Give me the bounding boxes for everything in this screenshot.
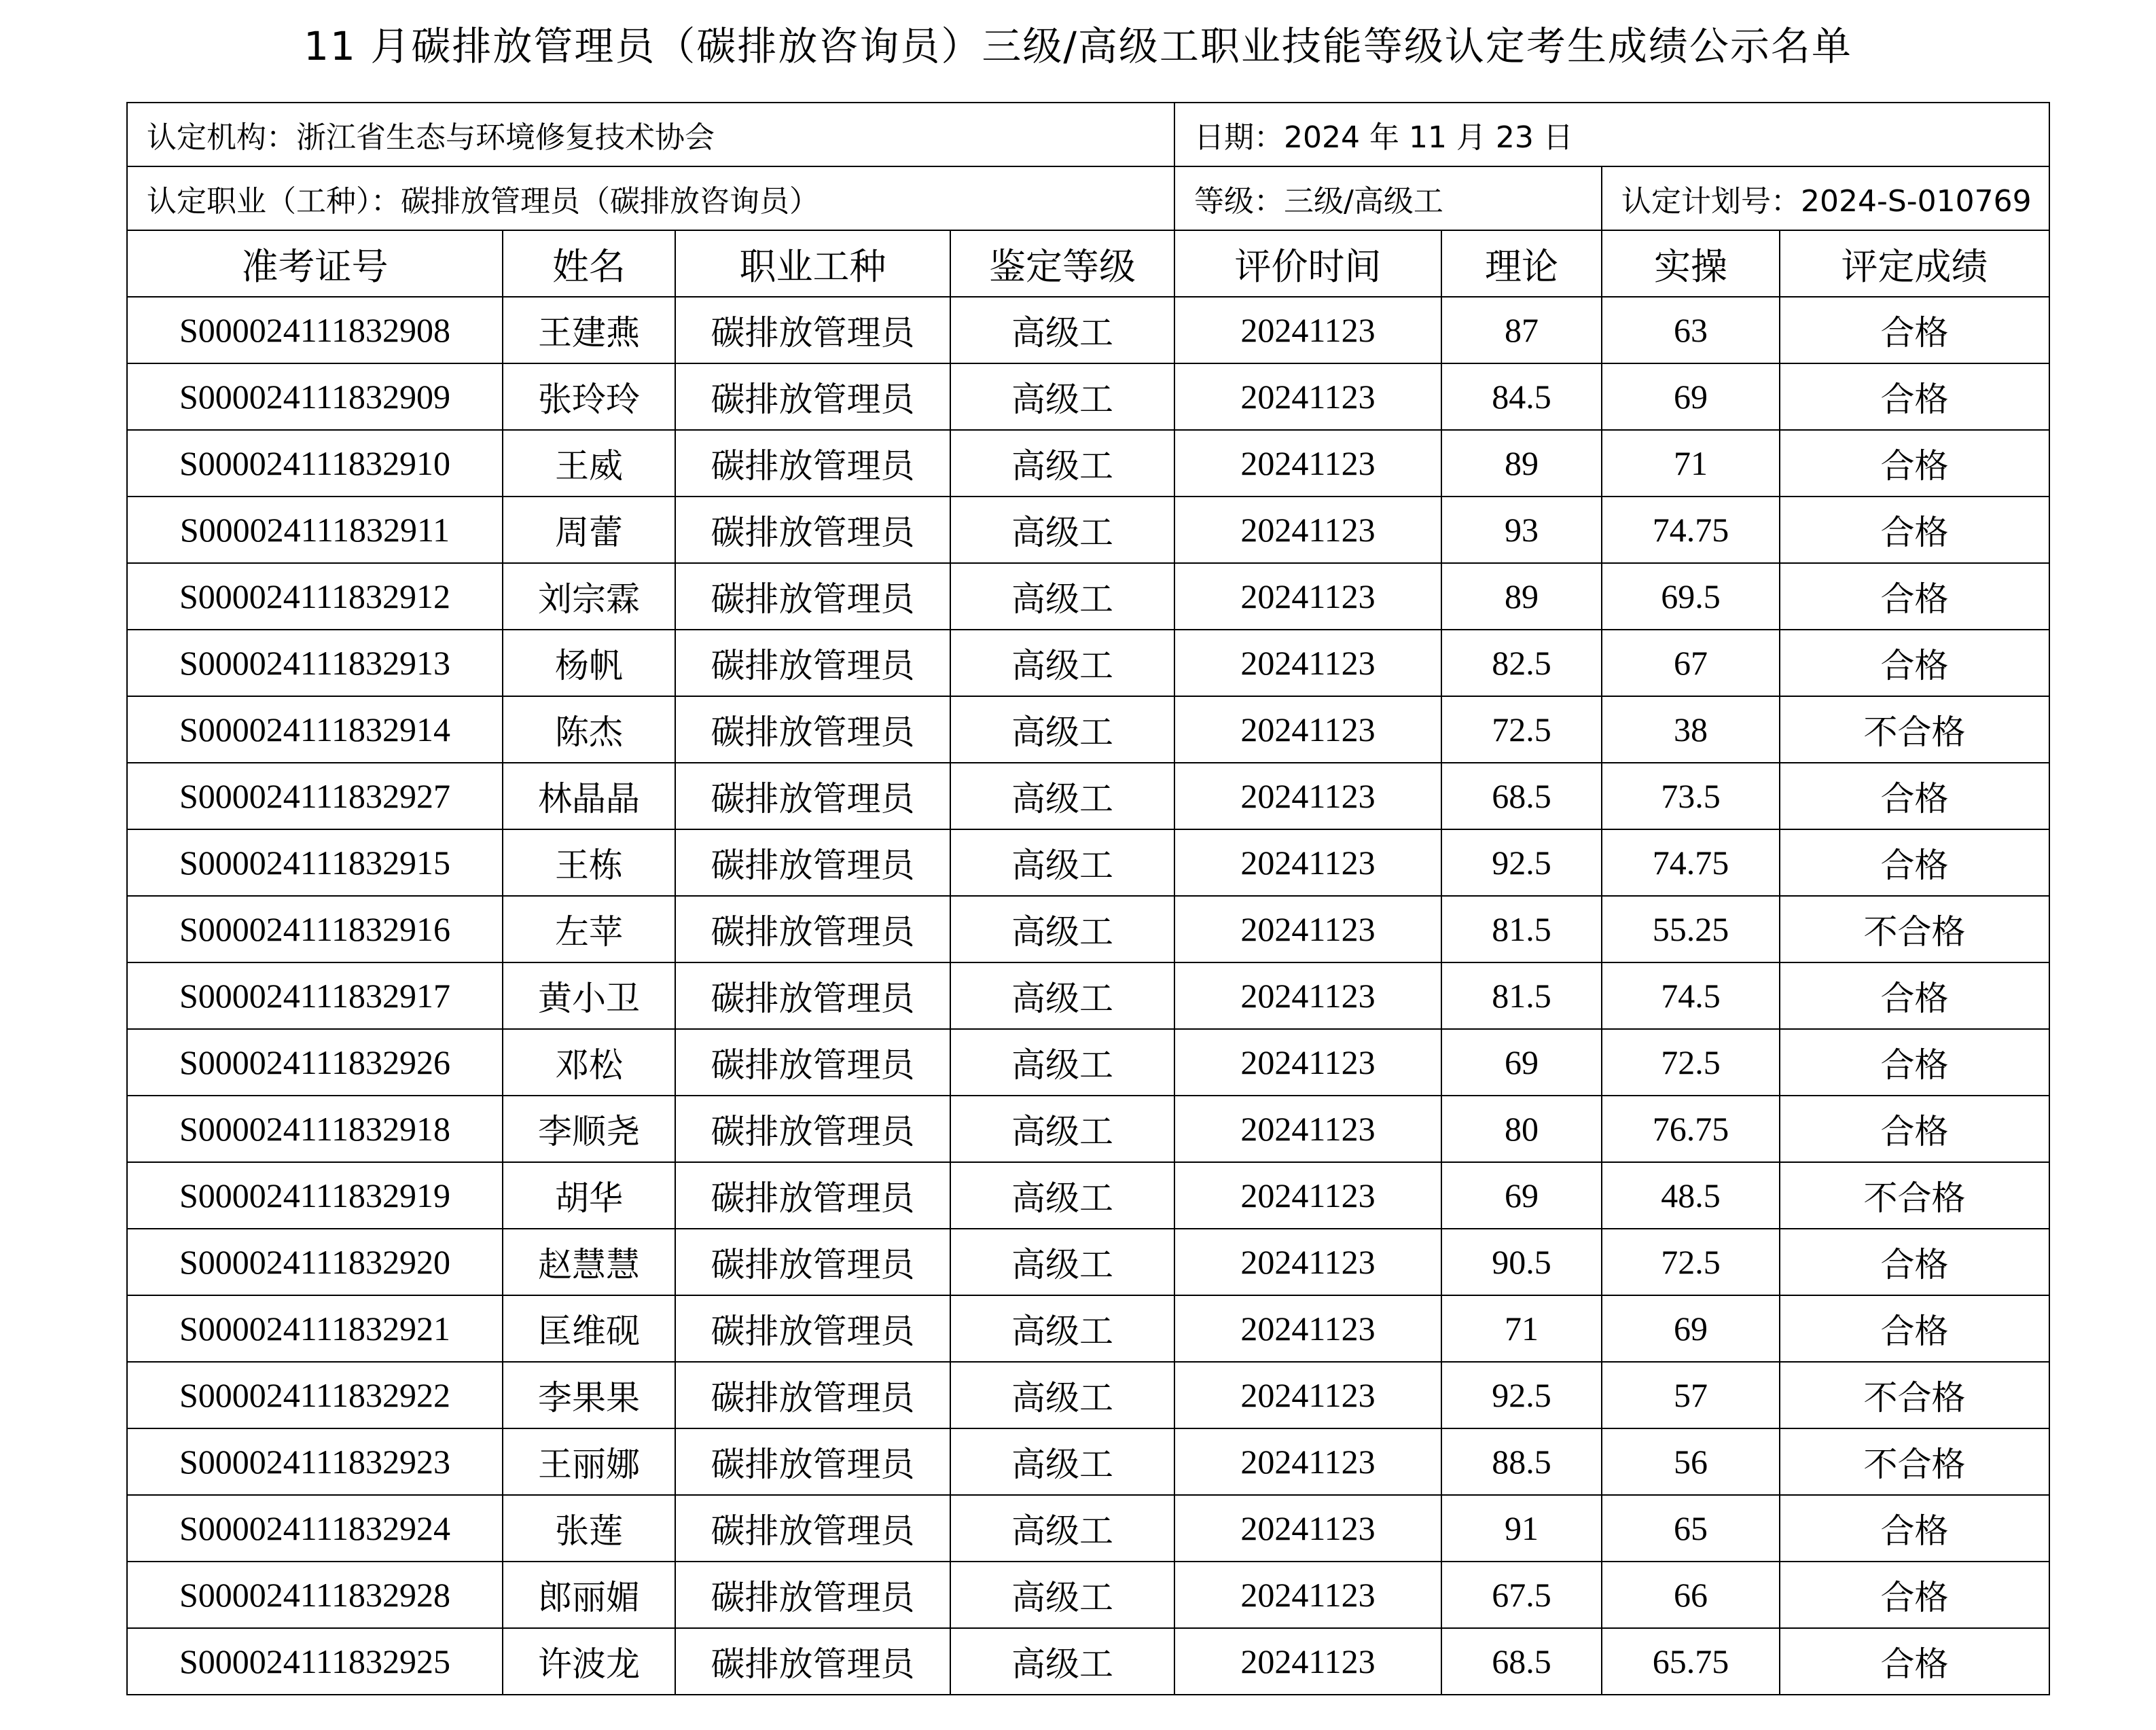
table-row	[127, 829, 2049, 896]
cell-level: 高级工	[950, 430, 1174, 497]
cell-name: 黄小卫	[503, 962, 675, 1029]
table-row	[127, 1495, 2049, 1562]
cell-occupation: 碳排放管理员	[675, 1362, 950, 1428]
cell-level: 高级工	[950, 1562, 1174, 1628]
cell-level: 高级工	[950, 363, 1174, 430]
cell-exam-id: S000024111832917	[127, 962, 503, 1029]
cell-eval-date: 20241123	[1174, 1428, 1441, 1495]
cell-exam-id: S000024111832913	[127, 630, 503, 696]
info-row-occupation	[127, 166, 2049, 230]
cell-practical: 67	[1602, 630, 1780, 696]
cell-exam-id: S000024111832918	[127, 1096, 503, 1162]
table-row	[127, 497, 2049, 563]
cell-eval-date: 20241123	[1174, 1096, 1441, 1162]
cell-name: 林晶晶	[503, 763, 675, 829]
cell-occupation: 碳排放管理员	[675, 696, 950, 763]
cell-result: 不合格	[1780, 896, 2049, 962]
cell-exam-id: S000024111832926	[127, 1029, 503, 1096]
cell-practical: 65.75	[1602, 1628, 1780, 1695]
cell-result: 合格	[1780, 962, 2049, 1029]
cell-result: 不合格	[1780, 1362, 2049, 1428]
cell-name: 左苹	[503, 896, 675, 962]
cell-level: 高级工	[950, 763, 1174, 829]
cell-eval-date: 20241123	[1174, 1162, 1441, 1229]
cell-result: 合格	[1780, 1229, 2049, 1295]
cell-level: 高级工	[950, 630, 1174, 696]
certification-plan-number: 认定计划号：2024-S-010769	[1602, 166, 2049, 230]
cell-level: 高级工	[950, 563, 1174, 630]
cell-exam-id: S000024111832908	[127, 297, 503, 363]
cell-theory: 69	[1441, 1029, 1602, 1096]
cell-name: 刘宗霖	[503, 563, 675, 630]
cell-eval-date: 20241123	[1174, 1295, 1441, 1362]
cell-exam-id: S000024111832928	[127, 1562, 503, 1628]
cell-exam-id: S000024111832925	[127, 1628, 503, 1695]
cell-eval-date: 20241123	[1174, 1628, 1441, 1695]
cell-exam-id: S000024111832920	[127, 1229, 503, 1295]
cell-level: 高级工	[950, 1229, 1174, 1295]
cell-name: 王栋	[503, 829, 675, 896]
cell-theory: 68.5	[1441, 763, 1602, 829]
document-title: 11 月碳排放管理员（碳排放咨询员）三级/高级工职业技能等级认定考生成绩公示名单	[304, 23, 1852, 69]
column-header-practical: 实操	[1602, 230, 1780, 297]
cell-exam-id: S000024111832919	[127, 1162, 503, 1229]
cell-eval-date: 20241123	[1174, 563, 1441, 630]
cell-practical: 74.75	[1602, 829, 1780, 896]
cell-name: 许波龙	[503, 1628, 675, 1695]
cell-occupation: 碳排放管理员	[675, 563, 950, 630]
column-header-theory: 理论	[1441, 230, 1602, 297]
cell-result: 合格	[1780, 563, 2049, 630]
cell-result: 合格	[1780, 430, 2049, 497]
cell-exam-id: S000024111832909	[127, 363, 503, 430]
cell-exam-id: S000024111832914	[127, 696, 503, 763]
cell-exam-id: S000024111832924	[127, 1495, 503, 1562]
column-header-eval-date: 评价时间	[1174, 230, 1441, 297]
table-row	[127, 896, 2049, 962]
column-header-occupation: 职业工种	[675, 230, 950, 297]
cell-practical: 66	[1602, 1562, 1780, 1628]
cell-practical: 76.75	[1602, 1096, 1780, 1162]
cell-exam-id: S000024111832912	[127, 563, 503, 630]
cell-theory: 87	[1441, 297, 1602, 363]
cell-occupation: 碳排放管理员	[675, 497, 950, 563]
table-row	[127, 1628, 2049, 1695]
cell-occupation: 碳排放管理员	[675, 1562, 950, 1628]
cell-eval-date: 20241123	[1174, 1495, 1441, 1562]
cell-result: 合格	[1780, 497, 2049, 563]
cell-result: 合格	[1780, 829, 2049, 896]
cell-name: 匡维砚	[503, 1295, 675, 1362]
cell-occupation: 碳排放管理员	[675, 1295, 950, 1362]
cell-occupation: 碳排放管理员	[675, 1096, 950, 1162]
table-row	[127, 1295, 2049, 1362]
table-row	[127, 1562, 2049, 1628]
cell-name: 郎丽媚	[503, 1562, 675, 1628]
cell-practical: 69	[1602, 1295, 1780, 1362]
cell-eval-date: 20241123	[1174, 363, 1441, 430]
cell-eval-date: 20241123	[1174, 497, 1441, 563]
cell-level: 高级工	[950, 896, 1174, 962]
cell-eval-date: 20241123	[1174, 1229, 1441, 1295]
results-table	[126, 102, 2050, 1695]
cell-result: 合格	[1780, 763, 2049, 829]
cell-theory: 89	[1441, 430, 1602, 497]
cell-name: 王丽娜	[503, 1428, 675, 1495]
cell-theory: 90.5	[1441, 1229, 1602, 1295]
cell-occupation: 碳排放管理员	[675, 363, 950, 430]
cell-exam-id: S000024111832927	[127, 763, 503, 829]
table-row	[127, 563, 2049, 630]
cell-exam-id: S000024111832916	[127, 896, 503, 962]
certifying-organization: 认定机构：浙江省生态与环境修复技术协会	[127, 103, 1174, 166]
cell-practical: 69.5	[1602, 563, 1780, 630]
cell-result: 合格	[1780, 297, 2049, 363]
table-row	[127, 1096, 2049, 1162]
cell-result: 合格	[1780, 1562, 2049, 1628]
cell-occupation: 碳排放管理员	[675, 1495, 950, 1562]
cell-exam-id: S000024111832910	[127, 430, 503, 497]
cell-practical: 56	[1602, 1428, 1780, 1495]
column-header-result: 评定成绩	[1780, 230, 2049, 297]
cell-theory: 69	[1441, 1162, 1602, 1229]
table-header-row	[127, 230, 2049, 297]
cell-practical: 72.5	[1602, 1229, 1780, 1295]
certification-date: 日期：2024 年 11 月 23 日	[1174, 103, 2049, 166]
cell-eval-date: 20241123	[1174, 1362, 1441, 1428]
cell-eval-date: 20241123	[1174, 763, 1441, 829]
cell-practical: 73.5	[1602, 763, 1780, 829]
cell-occupation: 碳排放管理员	[675, 630, 950, 696]
cell-occupation: 碳排放管理员	[675, 1162, 950, 1229]
cell-level: 高级工	[950, 696, 1174, 763]
cell-result: 不合格	[1780, 1428, 2049, 1495]
cell-practical: 74.5	[1602, 962, 1780, 1029]
cell-theory: 89	[1441, 563, 1602, 630]
cell-practical: 57	[1602, 1362, 1780, 1428]
cell-level: 高级工	[950, 297, 1174, 363]
cell-eval-date: 20241123	[1174, 829, 1441, 896]
cell-level: 高级工	[950, 962, 1174, 1029]
cell-level: 高级工	[950, 1096, 1174, 1162]
table-row	[127, 1362, 2049, 1428]
cell-occupation: 碳排放管理员	[675, 297, 950, 363]
cell-level: 高级工	[950, 1029, 1174, 1096]
cell-name: 李果果	[503, 1362, 675, 1428]
cell-practical: 69	[1602, 363, 1780, 430]
cell-level: 高级工	[950, 497, 1174, 563]
column-header-level: 鉴定等级	[950, 230, 1174, 297]
table-row	[127, 1229, 2049, 1295]
cell-result: 不合格	[1780, 1162, 2049, 1229]
table-row	[127, 1029, 2049, 1096]
cell-name: 周蕾	[503, 497, 675, 563]
cell-eval-date: 20241123	[1174, 696, 1441, 763]
cell-level: 高级工	[950, 1362, 1174, 1428]
cell-name: 陈杰	[503, 696, 675, 763]
cell-level: 高级工	[950, 1162, 1174, 1229]
certification-level: 等级：三级/高级工	[1174, 166, 1602, 230]
cell-result: 合格	[1780, 1029, 2049, 1096]
cell-result: 合格	[1780, 630, 2049, 696]
cell-theory: 88.5	[1441, 1428, 1602, 1495]
table-row	[127, 630, 2049, 696]
cell-exam-id: S000024111832923	[127, 1428, 503, 1495]
cell-name: 邓松	[503, 1029, 675, 1096]
cell-result: 合格	[1780, 363, 2049, 430]
cell-level: 高级工	[950, 1495, 1174, 1562]
cell-eval-date: 20241123	[1174, 630, 1441, 696]
cell-occupation: 碳排放管理员	[675, 896, 950, 962]
cell-eval-date: 20241123	[1174, 1029, 1441, 1096]
cell-theory: 92.5	[1441, 829, 1602, 896]
cell-theory: 67.5	[1441, 1562, 1602, 1628]
table-row	[127, 1428, 2049, 1495]
cell-name: 赵慧慧	[503, 1229, 675, 1295]
cell-theory: 81.5	[1441, 896, 1602, 962]
column-header-exam-id: 准考证号	[127, 230, 503, 297]
table-row	[127, 430, 2049, 497]
cell-name: 张莲	[503, 1495, 675, 1562]
cell-occupation: 碳排放管理员	[675, 763, 950, 829]
cell-exam-id: S000024111832921	[127, 1295, 503, 1362]
cell-name: 李顺尧	[503, 1096, 675, 1162]
cell-theory: 80	[1441, 1096, 1602, 1162]
cell-theory: 92.5	[1441, 1362, 1602, 1428]
cell-result: 合格	[1780, 1495, 2049, 1562]
cell-name: 胡华	[503, 1162, 675, 1229]
table-row	[127, 297, 2049, 363]
cell-theory: 72.5	[1441, 696, 1602, 763]
column-header-name: 姓名	[503, 230, 675, 297]
cell-practical: 72.5	[1602, 1029, 1780, 1096]
cell-level: 高级工	[950, 1628, 1174, 1695]
cell-eval-date: 20241123	[1174, 962, 1441, 1029]
cell-result: 不合格	[1780, 696, 2049, 763]
cell-theory: 81.5	[1441, 962, 1602, 1029]
cell-result: 合格	[1780, 1295, 2049, 1362]
cell-occupation: 碳排放管理员	[675, 962, 950, 1029]
cell-occupation: 碳排放管理员	[675, 1029, 950, 1096]
cell-practical: 65	[1602, 1495, 1780, 1562]
cell-level: 高级工	[950, 1428, 1174, 1495]
table-row	[127, 1162, 2049, 1229]
cell-occupation: 碳排放管理员	[675, 1628, 950, 1695]
certified-occupation: 认定职业（工种）：碳排放管理员（碳排放咨询员）	[127, 166, 1174, 230]
cell-theory: 93	[1441, 497, 1602, 563]
cell-exam-id: S000024111832922	[127, 1362, 503, 1428]
cell-occupation: 碳排放管理员	[675, 1428, 950, 1495]
cell-name: 王威	[503, 430, 675, 497]
cell-theory: 84.5	[1441, 363, 1602, 430]
cell-name: 杨帆	[503, 630, 675, 696]
cell-practical: 74.75	[1602, 497, 1780, 563]
cell-theory: 68.5	[1441, 1628, 1602, 1695]
cell-occupation: 碳排放管理员	[675, 829, 950, 896]
cell-practical: 48.5	[1602, 1162, 1780, 1229]
cell-result: 合格	[1780, 1096, 2049, 1162]
cell-eval-date: 20241123	[1174, 1562, 1441, 1628]
info-row-org	[127, 103, 2049, 166]
cell-result: 合格	[1780, 1628, 2049, 1695]
cell-name: 张玲玲	[503, 363, 675, 430]
cell-occupation: 碳排放管理员	[675, 430, 950, 497]
cell-occupation: 碳排放管理员	[675, 1229, 950, 1295]
cell-practical: 71	[1602, 430, 1780, 497]
table-row	[127, 696, 2049, 763]
cell-exam-id: S000024111832915	[127, 829, 503, 896]
cell-practical: 63	[1602, 297, 1780, 363]
table-row	[127, 363, 2049, 430]
table-row	[127, 962, 2049, 1029]
cell-name: 王建燕	[503, 297, 675, 363]
cell-level: 高级工	[950, 829, 1174, 896]
cell-practical: 55.25	[1602, 896, 1780, 962]
table-row	[127, 763, 2049, 829]
cell-theory: 91	[1441, 1495, 1602, 1562]
cell-exam-id: S000024111832911	[127, 497, 503, 563]
cell-eval-date: 20241123	[1174, 430, 1441, 497]
cell-eval-date: 20241123	[1174, 297, 1441, 363]
cell-theory: 71	[1441, 1295, 1602, 1362]
cell-eval-date: 20241123	[1174, 896, 1441, 962]
cell-level: 高级工	[950, 1295, 1174, 1362]
cell-practical: 38	[1602, 696, 1780, 763]
cell-theory: 82.5	[1441, 630, 1602, 696]
